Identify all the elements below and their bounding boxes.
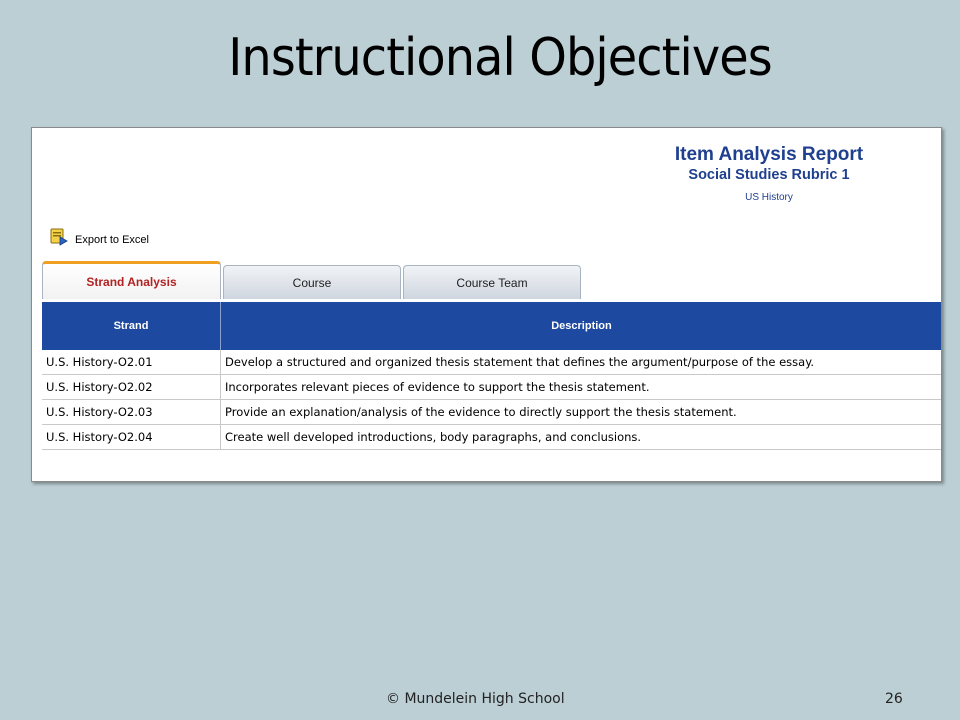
strand-cell: U.S. History-O2.03 [42, 400, 221, 425]
table-row [42, 400, 942, 425]
column-header-strand[interactable]: Strand [42, 302, 221, 350]
description-cell: Create well developed introductions, body paragraphs, and conclusions. [221, 425, 943, 450]
table-row [42, 350, 942, 375]
strand-cell: U.S. History-O2.02 [42, 375, 221, 400]
export-to-excel-button[interactable] [49, 231, 149, 249]
report-course: US History [745, 192, 793, 203]
page-number: 26 [885, 691, 903, 707]
tab-strand-analysis[interactable]: Strand Analysis [42, 261, 221, 299]
column-header-description[interactable]: Description [221, 302, 943, 350]
report-header [609, 144, 929, 204]
strand-cell: U.S. History-O2.01 [42, 350, 221, 375]
tab-course[interactable]: Course [223, 265, 401, 299]
report-screenshot [31, 127, 942, 482]
footer-copyright: © Mundelein High School [386, 691, 565, 707]
report-subtitle: Social Studies Rubric 1 [688, 167, 850, 183]
strand-table [42, 302, 942, 450]
export-label: Export to Excel [75, 234, 149, 246]
report-title: Item Analysis Report [674, 144, 864, 165]
description-cell: Provide an explanation/analysis of the evidence to directly support the thesis statement. [221, 400, 943, 425]
table-header-row [42, 302, 942, 350]
strand-cell: U.S. History-O2.04 [42, 425, 221, 450]
tab-bar [42, 261, 583, 299]
excel-export-icon [49, 228, 69, 246]
description-cell: Develop a structured and organized thesis statement that defines the argument/purpose of the essay. [221, 350, 943, 375]
slide-title: Instructional Objectives [228, 28, 772, 88]
description-cell: Incorporates relevant pieces of evidence to support the thesis statement. [221, 375, 943, 400]
table-row [42, 425, 942, 450]
tab-course-team[interactable]: Course Team [403, 265, 581, 299]
table-row [42, 375, 942, 400]
